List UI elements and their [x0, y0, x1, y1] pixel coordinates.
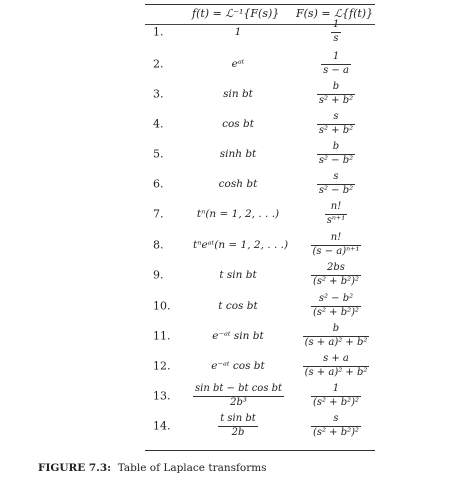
table-top-rule: [145, 4, 375, 5]
row-number: 4.: [153, 117, 164, 131]
F-of-s-fraction: [331, 20, 341, 44]
f-of-t-text: sinh bt: [219, 148, 257, 160]
f-denominator: 2b³: [230, 396, 247, 408]
F-denominator: (s² + b²)²: [312, 275, 360, 287]
F-denominator: (s² + b²)²: [312, 426, 360, 438]
F-of-s-fraction: [317, 112, 355, 136]
table-row: [145, 231, 375, 259]
F-of-s-fraction: [317, 142, 355, 166]
row-number: 1.: [153, 25, 164, 39]
F-of-s-fraction: [317, 172, 355, 196]
f-of-t-text: e⁻ᵃᵗ sin bt: [212, 330, 264, 342]
f-of-t-text: sin bt: [223, 88, 253, 100]
F-numerator: b: [303, 324, 370, 337]
F-denominator: s² + b²: [318, 124, 354, 136]
f-of-t-cell: [193, 208, 283, 220]
F-numerator: n!: [311, 233, 362, 246]
f-of-t-cell: [193, 269, 283, 281]
f-of-t-text: t sin bt: [219, 269, 257, 281]
F-of-s-cell: [295, 324, 377, 348]
F-numerator: b: [317, 142, 355, 155]
f-of-t-cell: [193, 118, 283, 130]
f-of-t-cell: [193, 300, 283, 312]
F-denominator: (s + a)² + b²: [304, 366, 368, 378]
F-numerator: s: [317, 172, 355, 185]
F-of-s-fraction: [311, 233, 362, 257]
f-of-t-cell: [193, 88, 283, 100]
table-row: [145, 170, 375, 198]
f-of-t-text: tⁿ(n = 1, 2, . . .): [196, 208, 280, 220]
f-numerator: sin bt − bt cos bt: [193, 384, 284, 397]
figure-caption: [38, 462, 267, 474]
f-of-t-cell: [193, 148, 283, 160]
f-of-t-cell: [193, 414, 283, 438]
row-number: 12.: [153, 359, 171, 373]
F-numerator: n!: [325, 202, 347, 215]
F-of-s-fraction: [325, 202, 347, 226]
table-row: [145, 261, 375, 289]
table-row: [145, 80, 375, 108]
row-number: 8.: [153, 238, 164, 252]
F-denominator: s − a: [323, 64, 349, 76]
F-of-s-cell: [295, 52, 377, 76]
table-row: [145, 292, 375, 320]
table-row: [145, 322, 375, 350]
table-row: [145, 412, 375, 440]
F-numerator: b: [317, 82, 355, 95]
F-of-s-fraction: [311, 414, 361, 438]
f-of-t-cell: [193, 384, 283, 408]
F-numerator: 2bs: [311, 263, 361, 276]
table-row: [145, 200, 375, 228]
F-of-s-fraction: [321, 52, 351, 76]
F-of-s-cell: [295, 294, 377, 318]
F-denominator: (s² + b²)²: [312, 306, 360, 318]
F-of-s-cell: [295, 142, 377, 166]
F-numerator: 1: [331, 20, 341, 33]
F-denominator: s² − b²: [318, 184, 354, 196]
f-of-t-text: cos bt: [222, 118, 254, 130]
F-of-s-fraction: [303, 354, 370, 378]
row-number: 2.: [153, 57, 164, 71]
figure-caption-text: Table of Laplace transforms: [117, 462, 267, 474]
table-row: [145, 382, 375, 410]
table-row: [145, 352, 375, 380]
F-of-s-fraction: [311, 294, 361, 318]
F-of-s-cell: [295, 263, 377, 287]
F-of-s-cell: [295, 20, 377, 44]
F-of-s-cell: [295, 233, 377, 257]
F-of-s-fraction: [311, 263, 361, 287]
f-of-t-cell: [193, 239, 289, 251]
row-number: 6.: [153, 177, 164, 191]
F-denominator: s² − b²: [318, 154, 354, 166]
F-numerator: s² − b²: [311, 294, 361, 307]
header-f-column: f(t) = ℒ⁻¹{F(s)}: [192, 7, 280, 20]
f-of-t-text: 1: [234, 26, 242, 38]
f-of-t-cell: [193, 330, 283, 342]
F-denominator: s: [333, 32, 339, 44]
F-denominator: sⁿ⁺¹: [326, 214, 346, 226]
row-number: 5.: [153, 147, 164, 161]
F-of-s-cell: [295, 82, 377, 106]
f-denominator: 2b: [231, 426, 245, 438]
f-of-t-text: tⁿeᵃᵗ(n = 1, 2, . . .): [193, 239, 289, 251]
F-numerator: 1: [311, 384, 361, 397]
F-of-s-cell: [295, 414, 377, 438]
f-of-t-fraction: [218, 414, 258, 438]
table-row: [145, 110, 375, 138]
figure-label: FIGURE 7.3:: [38, 462, 112, 474]
F-numerator: s + a: [303, 354, 370, 367]
F-numerator: s: [317, 112, 355, 125]
f-of-t-text: t cos bt: [218, 300, 258, 312]
F-of-s-cell: [295, 112, 377, 136]
row-number: 3.: [153, 87, 164, 101]
F-of-s-cell: [295, 202, 377, 226]
f-of-t-cell: [193, 58, 283, 70]
F-of-s-fraction: [317, 82, 355, 106]
f-numerator: t sin bt: [218, 414, 258, 427]
F-of-s-cell: [295, 354, 377, 378]
f-of-t-text: e⁻ᵃᵗ cos bt: [211, 360, 265, 372]
F-denominator: (s + a)² + b²: [304, 336, 368, 348]
table-row: [145, 18, 375, 46]
F-of-s-fraction: [311, 384, 361, 408]
F-denominator: (s − a)ⁿ⁺¹: [312, 245, 360, 257]
f-of-t-text: eᵃᵗ: [231, 58, 245, 70]
table-bottom-rule: [145, 450, 375, 451]
f-of-t-text: cosh bt: [218, 178, 258, 190]
f-of-t-cell: [193, 360, 283, 372]
row-number: 13.: [153, 389, 171, 403]
f-of-t-cell: [193, 178, 283, 190]
row-number: 14.: [153, 419, 171, 433]
f-of-t-cell: [193, 26, 283, 38]
table-row: [145, 50, 375, 78]
table-row: [145, 140, 375, 168]
row-number: 9.: [153, 268, 164, 282]
F-of-s-cell: [295, 172, 377, 196]
row-number: 7.: [153, 207, 164, 221]
F-of-s-cell: [295, 384, 377, 408]
F-numerator: 1: [321, 52, 351, 65]
row-number: 11.: [153, 329, 171, 343]
F-numerator: s: [311, 414, 361, 427]
row-number: 10.: [153, 299, 171, 313]
header-F-column: F(s) = ℒ{f(t)}: [296, 7, 374, 20]
F-denominator: (s² + b²)²: [312, 396, 360, 408]
F-of-s-fraction: [303, 324, 370, 348]
f-of-t-fraction: [193, 384, 284, 408]
F-denominator: s² + b²: [318, 94, 354, 106]
